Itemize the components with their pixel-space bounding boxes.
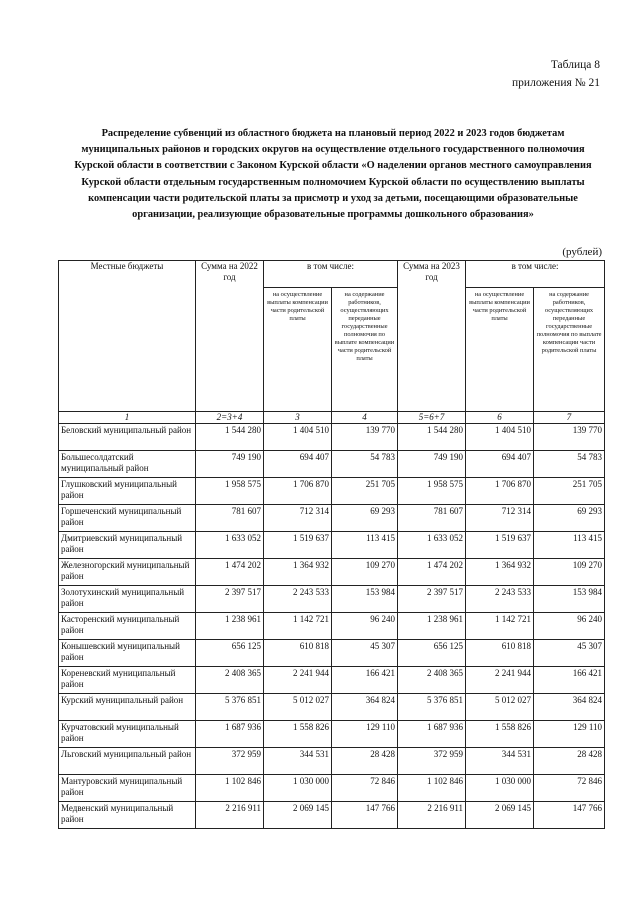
sum-2022-cell: 2 216 911 <box>196 801 264 828</box>
payments-2022-cell: 610 818 <box>264 639 332 666</box>
header-including-2022: в том числе: <box>264 261 398 288</box>
sum-2022-cell: 1 687 936 <box>196 720 264 747</box>
staff-2023-cell: 54 783 <box>534 450 605 477</box>
staff-2023-cell: 139 770 <box>534 423 605 450</box>
staff-2022-cell: 109 270 <box>332 558 398 585</box>
payments-2023-cell: 5 012 027 <box>466 693 534 720</box>
payments-2022-cell: 1 404 510 <box>264 423 332 450</box>
column-index-row <box>59 412 605 424</box>
table-row <box>59 423 605 450</box>
sum-2023-cell: 1 958 575 <box>398 477 466 504</box>
header-payments-2023: на осуществление выплаты компенсации части родительской платы <box>466 288 534 412</box>
payments-2023-cell: 1 706 870 <box>466 477 534 504</box>
index-cell: 2=3+4 <box>196 412 264 424</box>
table-row <box>59 747 605 774</box>
budget-name-cell: Мантуровский муниципальный район <box>59 774 196 801</box>
staff-2022-cell: 251 705 <box>332 477 398 504</box>
index-cell: 5=6+7 <box>398 412 466 424</box>
header-sum-2023: Сумма на 2023 год <box>398 261 466 412</box>
staff-2023-cell: 109 270 <box>534 558 605 585</box>
budget-name-cell: Глушковский муниципальный район <box>59 477 196 504</box>
budget-name-cell: Касторенский муниципальный район <box>59 612 196 639</box>
payments-2023-cell: 1 519 637 <box>466 531 534 558</box>
staff-2023-cell: 69 293 <box>534 504 605 531</box>
staff-2023-cell: 147 766 <box>534 801 605 828</box>
payments-2023-cell: 344 531 <box>466 747 534 774</box>
sum-2023-cell: 2 408 365 <box>398 666 466 693</box>
table-row <box>59 531 605 558</box>
sum-2023-cell: 5 376 851 <box>398 693 466 720</box>
payments-2023-cell: 2 241 944 <box>466 666 534 693</box>
budget-name-cell: Кореневский муниципальный район <box>59 666 196 693</box>
sum-2022-cell: 372 959 <box>196 747 264 774</box>
payments-2023-cell: 1 558 826 <box>466 720 534 747</box>
table-row <box>59 774 605 801</box>
payments-2022-cell: 2 069 145 <box>264 801 332 828</box>
staff-2023-cell: 45 307 <box>534 639 605 666</box>
table-row <box>59 639 605 666</box>
sum-2022-cell: 2 408 365 <box>196 666 264 693</box>
payments-2023-cell: 1 404 510 <box>466 423 534 450</box>
table-row <box>59 693 605 720</box>
staff-2023-cell: 96 240 <box>534 612 605 639</box>
table-row <box>59 666 605 693</box>
header-sum-2022: Сумма на 2022 год <box>196 261 264 412</box>
index-cell: 1 <box>59 412 196 424</box>
payments-2023-cell: 2 243 533 <box>466 585 534 612</box>
sum-2023-cell: 781 607 <box>398 504 466 531</box>
payments-2022-cell: 5 012 027 <box>264 693 332 720</box>
staff-2022-cell: 147 766 <box>332 801 398 828</box>
staff-2022-cell: 153 984 <box>332 585 398 612</box>
sum-2022-cell: 1 633 052 <box>196 531 264 558</box>
sum-2022-cell: 781 607 <box>196 504 264 531</box>
budget-name-cell: Золотухинский муниципальный район <box>59 585 196 612</box>
appendix-number: приложения № 21 <box>512 77 600 89</box>
budget-name-cell: Курский муниципальный район <box>59 693 196 720</box>
sum-2022-cell: 1 474 202 <box>196 558 264 585</box>
sum-2022-cell: 1 238 961 <box>196 612 264 639</box>
sum-2023-cell: 1 633 052 <box>398 531 466 558</box>
sum-2022-cell: 5 376 851 <box>196 693 264 720</box>
staff-2022-cell: 72 846 <box>332 774 398 801</box>
payments-2023-cell: 694 407 <box>466 450 534 477</box>
header-staff-2023: на содержание работников, осуществляющих переданные государственные полномочия по выплате компенсации части родительской платы <box>534 288 605 412</box>
sum-2023-cell: 656 125 <box>398 639 466 666</box>
sum-2023-cell: 749 190 <box>398 450 466 477</box>
staff-2023-cell: 251 705 <box>534 477 605 504</box>
sum-2023-cell: 1 544 280 <box>398 423 466 450</box>
table-row <box>59 720 605 747</box>
staff-2022-cell: 364 824 <box>332 693 398 720</box>
staff-2022-cell: 96 240 <box>332 612 398 639</box>
budget-name-cell: Беловский муниципальный район <box>59 423 196 450</box>
document-title: Распределение субвенций из областного бюджета на плановый период 2022 и 2023 годов бюджетам муниципальных районов и городских округов на осуществление отдельного государственного полномочия Курской области в соответствии с Законом Курской области «О наделении органов местного самоуправления Курской области отдельным государственным полномочием Курской области по осуществлению выплаты компенсации части родительской платы за присмотр и уход за детьми, посещающими образовательные организации, реализующие образовательные программы дошкольного образования» <box>74 128 592 221</box>
payments-2022-cell: 1 519 637 <box>264 531 332 558</box>
table-row <box>59 450 605 477</box>
staff-2022-cell: 113 415 <box>332 531 398 558</box>
payments-2022-cell: 1 142 721 <box>264 612 332 639</box>
staff-2022-cell: 69 293 <box>332 504 398 531</box>
sum-2022-cell: 2 397 517 <box>196 585 264 612</box>
staff-2023-cell: 364 824 <box>534 693 605 720</box>
payments-2023-cell: 610 818 <box>466 639 534 666</box>
sum-2023-cell: 1 687 936 <box>398 720 466 747</box>
budget-name-cell: Горшеченский муниципальный район <box>59 504 196 531</box>
sum-2023-cell: 1 238 961 <box>398 612 466 639</box>
payments-2022-cell: 712 314 <box>264 504 332 531</box>
table-body <box>59 423 605 828</box>
staff-2023-cell: 72 846 <box>534 774 605 801</box>
payments-2022-cell: 694 407 <box>264 450 332 477</box>
budget-name-cell: Медвенский муниципальный район <box>59 801 196 828</box>
staff-2022-cell: 129 110 <box>332 720 398 747</box>
payments-2022-cell: 344 531 <box>264 747 332 774</box>
staff-2022-cell: 28 428 <box>332 747 398 774</box>
payments-2023-cell: 1 364 932 <box>466 558 534 585</box>
payments-2023-cell: 1 030 000 <box>466 774 534 801</box>
budget-name-cell: Железногорский муниципальный район <box>59 558 196 585</box>
sum-2023-cell: 2 397 517 <box>398 585 466 612</box>
header-staff-2022: на содержание работников, осуществляющих переданные государственные полномочия по выплате компенсации части родительской платы <box>332 288 398 412</box>
budget-name-cell: Курчатовский муниципальный район <box>59 720 196 747</box>
sum-2023-cell: 2 216 911 <box>398 801 466 828</box>
table-caption <box>512 56 600 92</box>
staff-2023-cell: 166 421 <box>534 666 605 693</box>
sum-2022-cell: 749 190 <box>196 450 264 477</box>
units-label: (рублей) <box>562 246 602 258</box>
payments-2023-cell: 712 314 <box>466 504 534 531</box>
table-row <box>59 801 605 828</box>
payments-2022-cell: 2 243 533 <box>264 585 332 612</box>
sum-2023-cell: 372 959 <box>398 747 466 774</box>
payments-2022-cell: 2 241 944 <box>264 666 332 693</box>
staff-2022-cell: 54 783 <box>332 450 398 477</box>
sum-2022-cell: 1 544 280 <box>196 423 264 450</box>
table-number: Таблица 8 <box>550 59 600 71</box>
header-payments-2022: на осуществление выплаты компенсации части родительской платы <box>264 288 332 412</box>
table-row <box>59 558 605 585</box>
payments-2022-cell: 1 364 932 <box>264 558 332 585</box>
header-including-2023: в том числе: <box>466 261 605 288</box>
index-cell: 6 <box>466 412 534 424</box>
budget-name-cell: Дмитриевский муниципальный район <box>59 531 196 558</box>
staff-2022-cell: 139 770 <box>332 423 398 450</box>
staff-2023-cell: 129 110 <box>534 720 605 747</box>
sum-2022-cell: 1 958 575 <box>196 477 264 504</box>
sum-2023-cell: 1 474 202 <box>398 558 466 585</box>
payments-2023-cell: 1 142 721 <box>466 612 534 639</box>
table-row <box>59 585 605 612</box>
payments-2022-cell: 1 558 826 <box>264 720 332 747</box>
payments-2023-cell: 2 069 145 <box>466 801 534 828</box>
table-row <box>59 477 605 504</box>
staff-2022-cell: 45 307 <box>332 639 398 666</box>
payments-2022-cell: 1 706 870 <box>264 477 332 504</box>
table-row <box>59 504 605 531</box>
index-cell: 4 <box>332 412 398 424</box>
staff-2023-cell: 28 428 <box>534 747 605 774</box>
index-cell: 7 <box>534 412 605 424</box>
sum-2022-cell: 1 102 846 <box>196 774 264 801</box>
sum-2022-cell: 656 125 <box>196 639 264 666</box>
staff-2023-cell: 113 415 <box>534 531 605 558</box>
subvention-table <box>58 260 605 829</box>
staff-2023-cell: 153 984 <box>534 585 605 612</box>
index-cell: 3 <box>264 412 332 424</box>
payments-2022-cell: 1 030 000 <box>264 774 332 801</box>
table-row <box>59 612 605 639</box>
budget-name-cell: Конышевский муниципальный район <box>59 639 196 666</box>
staff-2022-cell: 166 421 <box>332 666 398 693</box>
sum-2023-cell: 1 102 846 <box>398 774 466 801</box>
budget-name-cell: Большесолдатский муниципальный район <box>59 450 196 477</box>
header-budgets: Местные бюджеты <box>59 261 196 412</box>
budget-name-cell: Льговский муниципальный район <box>59 747 196 774</box>
